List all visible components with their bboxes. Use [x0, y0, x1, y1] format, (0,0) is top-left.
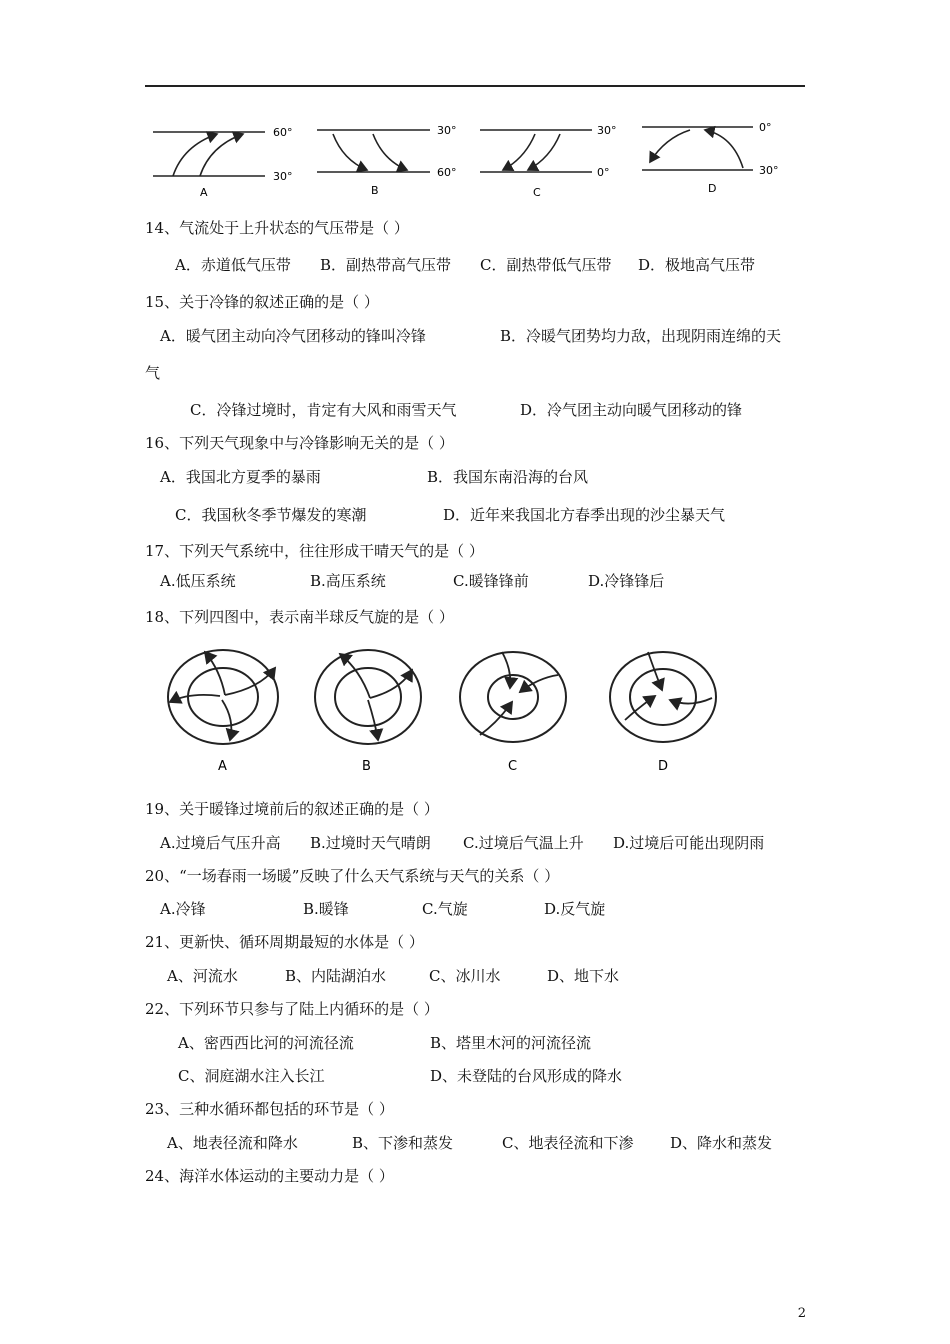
- q14-options: [175, 255, 795, 275]
- q20-options: [160, 899, 780, 919]
- q19-stem: 19、关于暖锋过境前后的叙述正确的是（ ）: [145, 800, 439, 818]
- q15-option-a: A．暖气团主动向冷气团移动的锋叫冷锋: [160, 327, 426, 345]
- q19-option-d: D.过境后可能出现阴雨: [613, 834, 765, 852]
- q20-option-c: C.气旋: [422, 900, 468, 918]
- q16-option-c: C．我国秋冬季节爆发的寒潮: [175, 506, 367, 524]
- q20-option-a: A.冷锋: [160, 900, 206, 918]
- wind-a-letter: A: [200, 186, 208, 199]
- q22-option-b: B、塔里木河的河流径流: [430, 1034, 592, 1052]
- q23-option-a: A、地表径流和降水: [167, 1134, 298, 1152]
- q18-stem: 18、下列四图中，表示南半球反气旋的是（ ）: [145, 608, 454, 626]
- wind-a-bottom-label: 30°: [273, 170, 293, 183]
- q23-option-c: C、地表径流和下渗: [502, 1134, 634, 1152]
- q21-stem: 21、更新快、循环周期最短的水体是（ ）: [145, 933, 424, 951]
- q17-stem: 17、下列天气系统中，往往形成干晴天气的是（ ）: [145, 542, 484, 560]
- q17-options: [160, 571, 780, 591]
- q14-option-a: A．赤道低气压带: [175, 256, 291, 274]
- q14-stem: 14、气流处于上升状态的气压带是（ ）: [145, 219, 409, 237]
- wind-d-letter: D: [708, 182, 717, 195]
- q22-option-d: D、未登陆的台风形成的降水: [430, 1067, 623, 1085]
- q19-option-a: A.过境后气压升高: [160, 834, 281, 852]
- q17-option-a: A.低压系统: [160, 572, 236, 590]
- q14-option-c: C．副热带低气压带: [480, 256, 612, 274]
- cyclone-panel-d: [610, 652, 716, 774]
- q21-option-c: C、冰川水: [429, 967, 501, 985]
- wind-d-bottom-label: 30°: [759, 164, 779, 177]
- q20-option-d: D.反气旋: [544, 900, 606, 918]
- q23-option-b: B、下渗和蒸发: [352, 1134, 454, 1152]
- q15-options-row1: [160, 326, 810, 346]
- q16-options-row2: [175, 505, 795, 525]
- q19-option-c: C.过境后气温上升: [463, 834, 584, 852]
- q21-option-a: A、河流水: [167, 967, 238, 985]
- q17-option-c: C.暖锋锋前: [453, 572, 529, 590]
- pressure-system-figure: [150, 640, 730, 780]
- q16-option-b: B．我国东南沿海的台风: [427, 468, 589, 486]
- q15-stem: 15、关于冷锋的叙述正确的是（ ）: [145, 293, 379, 311]
- q22-options-row2: [178, 1066, 798, 1086]
- page-number: 2: [797, 1306, 806, 1321]
- cyclone-c-label: C: [508, 759, 518, 774]
- q15-option-b: B．冷暖气团势均力敌，出现阴雨连绵的天: [500, 327, 782, 345]
- q14-option-d: D．极地高气压带: [638, 256, 756, 274]
- q21-option-d: D、地下水: [547, 967, 620, 985]
- q19-options: [160, 833, 800, 853]
- q16-options-row1: [160, 467, 780, 487]
- q16-option-a: A．我国北方夏季的暴雨: [160, 468, 321, 486]
- q22-stem: 22、下列环节只参与了陆上内循环的是（ ）: [145, 1000, 439, 1018]
- wind-c-letter: C: [533, 186, 541, 199]
- q22-option-a: A、密西西比河的河流径流: [178, 1034, 354, 1052]
- q19-option-b: B.过境时天气晴朗: [310, 834, 431, 852]
- wind-panel-c: [480, 124, 617, 199]
- cyclone-b-label: B: [362, 759, 371, 774]
- q22-option-c: C、洞庭湖水注入长江: [178, 1067, 325, 1085]
- wind-c-top-label: 30°: [597, 124, 617, 137]
- q17-option-d: D.冷锋锋后: [588, 572, 665, 590]
- q23-stem: 23、三种水循环都包括的环节是（ ）: [145, 1100, 394, 1118]
- cyclone-a-label: A: [218, 759, 227, 774]
- wind-panel-d: [642, 121, 779, 195]
- q15-options-row2: [190, 400, 810, 420]
- wind-panel-b: [317, 124, 457, 197]
- q23-options: [167, 1133, 807, 1153]
- q15-option-d: D．冷气团主动向暖气团移动的锋: [520, 401, 743, 419]
- cyclone-panel-a: [168, 650, 278, 774]
- q21-options: [167, 966, 787, 986]
- q16-stem: 16、下列天气现象中与冷锋影响无关的是（ ）: [145, 434, 454, 452]
- q17-option-b: B.高压系统: [310, 572, 386, 590]
- wind-panel-a: [153, 126, 293, 199]
- wind-b-top-label: 30°: [437, 124, 457, 137]
- q21-option-b: B、内陆湖泊水: [285, 967, 387, 985]
- wind-a-top-label: 60°: [273, 126, 293, 139]
- q20-stem: 20、“一场春雨一场暖”反映了什么天气系统与天气的关系（ ）: [145, 867, 560, 885]
- q14-option-b: B．副热带高气压带: [320, 256, 452, 274]
- wind-d-top-label: 0°: [759, 121, 772, 134]
- q15-option-b-wrap: 气: [145, 364, 161, 382]
- wind-b-letter: B: [371, 184, 379, 197]
- q20-option-b: B.暖锋: [303, 900, 349, 918]
- header-rule: [145, 85, 805, 87]
- q16-option-d: D．近年来我国北方春季出现的沙尘暴天气: [443, 506, 726, 524]
- cyclone-panel-b: [315, 650, 421, 774]
- wind-b-bottom-label: 60°: [437, 166, 457, 179]
- q22-options-row1: [178, 1033, 798, 1053]
- cyclone-panel-c: [460, 652, 566, 774]
- wind-c-bottom-label: 0°: [597, 166, 610, 179]
- q23-option-d: D、降水和蒸发: [670, 1134, 773, 1152]
- wind-belt-figure: [145, 110, 810, 205]
- q24-stem: 24、海洋水体运动的主要动力是（ ）: [145, 1167, 394, 1185]
- cyclone-d-label: D: [658, 759, 669, 774]
- q15-option-c: C．冷锋过境时，肯定有大风和雨雪天气: [190, 401, 457, 419]
